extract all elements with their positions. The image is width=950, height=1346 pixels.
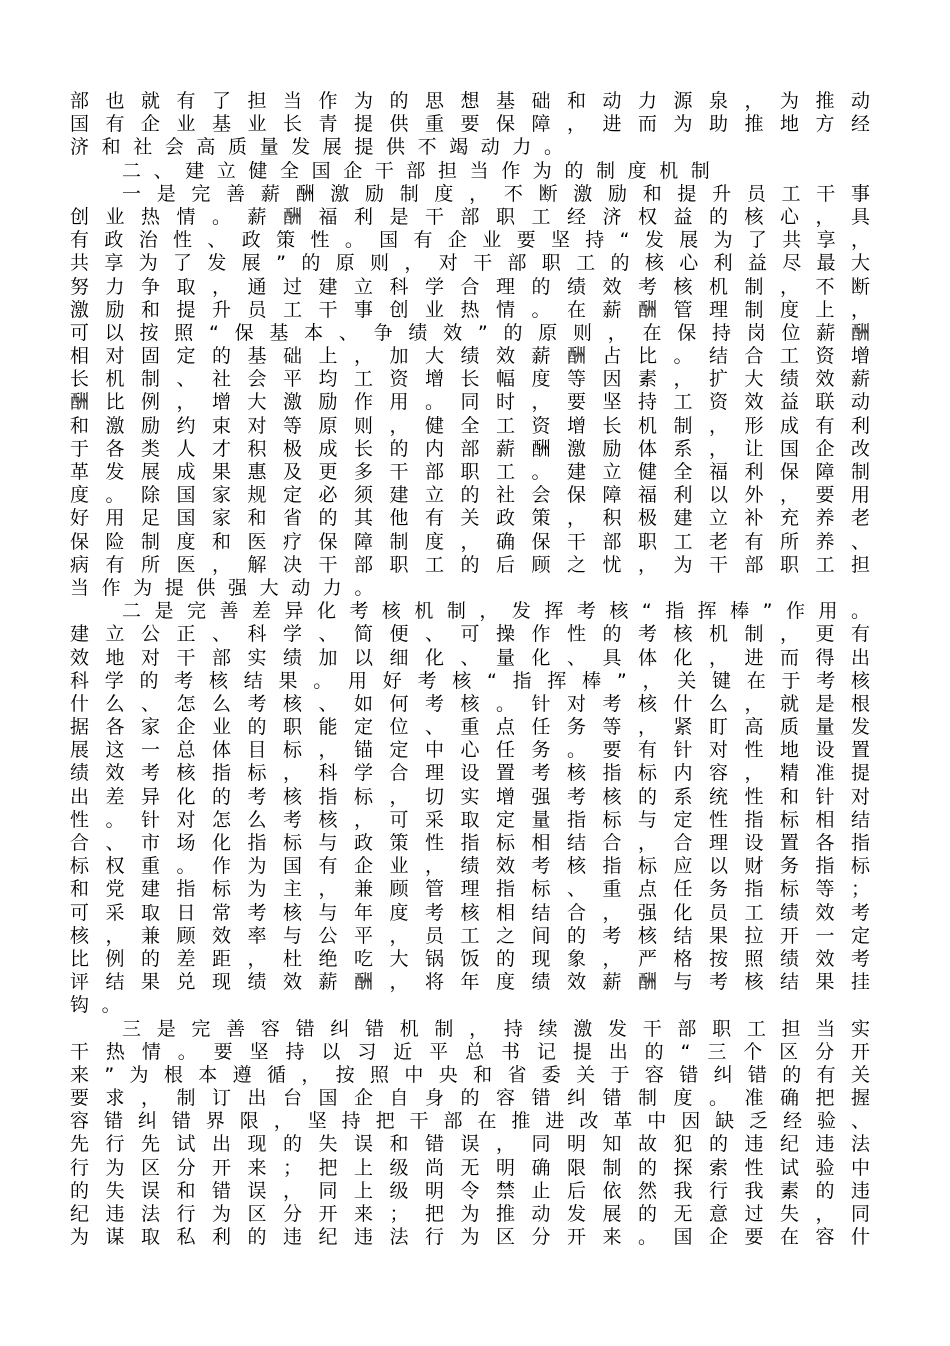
text-line: 可以按照“保基本、争绩效”的原则，在保持岗位薪酬 bbox=[70, 321, 870, 344]
text-line: 创业热情。薪酬福利是干部职工经济权益的核心，具 bbox=[70, 205, 870, 228]
text-line: 好用足国家和省的其他有关政策，积极建立补充养老 bbox=[70, 507, 870, 530]
text-line: 为谋取私利的违纪违法行为区分开来。国企要在容什 bbox=[70, 1226, 870, 1249]
paragraph-start-line: 二、建立健全国企干部担当作为的制度机制 bbox=[122, 159, 723, 182]
text-line: 先行先试出现的失误和错误，同明知故犯的违纪违法 bbox=[70, 1133, 870, 1156]
text-line: 展这一总体目标，锚定中心任务。要有针对性地设置 bbox=[70, 739, 870, 762]
text-line: 和党建指标为主，兼顾管理指标、重点任务指标等； bbox=[70, 878, 870, 901]
text-line: 效地对干部实绩加以细化、量化、具体化，进而得出 bbox=[70, 646, 870, 669]
text-line: 出差异化的考核指标，切实增强考核的系统性和针对 bbox=[70, 785, 870, 808]
text-line: 标权重。作为国有企业，绩效考核指标应以财务指标 bbox=[70, 855, 870, 878]
text-line: 核，兼顾效率与公平，员工之间的考核结果拉开一定 bbox=[70, 924, 870, 947]
text-line: 努力争取，通过建立科学合理的绩效考核机制，不断 bbox=[70, 275, 870, 298]
text-line: 合、市场化指标与政策性指标相结合，合理设置各指 bbox=[70, 832, 870, 854]
text-line: 保险制度和医疗保障制度，确保干部职工老有所养、 bbox=[70, 530, 870, 553]
text-line: 共享为了发展”的原则，对干部职工的核心利益尽最大 bbox=[70, 252, 870, 275]
text-line: 国有企业基业长青提供重要保障，进而为助推地方经 bbox=[70, 113, 870, 136]
text-line: 绩效考核指标，科学合理设置考核指标内容，精准提 bbox=[70, 762, 870, 785]
text-line: 性。针对怎么考核，可采取定量指标与定性指标相结 bbox=[70, 808, 870, 831]
text-line: 部也就有了担当作为的思想基础和动力源泉，为推动 bbox=[70, 90, 870, 112]
text-line: 度。除国家规定必须建立的社会保障福利以外，要用 bbox=[70, 484, 870, 507]
text-line: 的失误和错误，同上级明令禁止后依然我行我素的违 bbox=[70, 1179, 870, 1202]
text-line: 建立公正、科学、简便、可操作性的考核机制，更有 bbox=[70, 623, 870, 646]
text-line: 什么、怎么考核、如何考核。针对考核什么，就是根 bbox=[70, 692, 870, 715]
text-line: 激励和提升员工干事创业热情。在薪酬管理制度上， bbox=[70, 298, 870, 321]
text-line: 科学的考核结果。用好考核“指挥棒”，关键在于考核 bbox=[70, 669, 870, 692]
text-line: 比例的差距，杜绝吃大锅饭的现象，严格按照绩效考 bbox=[70, 947, 870, 970]
text-line: 纪违法行为区分开来；把为推动发展的无意过失，同 bbox=[70, 1203, 870, 1225]
text-line: 病有所医，解决干部职工的后顾之忧，为干部职工担 bbox=[70, 553, 870, 576]
text-line: 当作为提供强大动力。 bbox=[70, 576, 387, 599]
paragraph-start-line: 二是完善差异化考核机制，发挥考核“指挥棒”作用。 bbox=[122, 600, 870, 623]
text-line: 要求，制订出台国企自身的容错纠错制度。准确把握 bbox=[70, 1087, 870, 1110]
body-text bbox=[70, 90, 870, 1249]
paragraph-start-line: 三是完善容错纠错机制，持续激发干部职工担当实 bbox=[122, 1017, 870, 1040]
text-line: 钩。 bbox=[70, 994, 134, 1017]
text-line: 济和社会高质量发展提供不竭动力。 bbox=[70, 136, 576, 159]
text-line: 革发展成果惠及更多干部职工。建立健全福利保障制 bbox=[70, 461, 870, 483]
text-line: 相对固定的基础上，加大绩效薪酬占比。结合工资增 bbox=[70, 345, 870, 368]
paragraph-start-line: 一是完善薪酬激励制度，不断激励和提升员工干事 bbox=[122, 182, 870, 205]
text-line: 和激励约束对等原则，健全工资增长机制，形成有利 bbox=[70, 414, 870, 437]
text-line: 有政治性、政策性。国有企业要坚持“发展为了共享， bbox=[70, 229, 870, 252]
text-line: 可采取日常考核与年度考核相结合，强化员工绩效考 bbox=[70, 901, 870, 924]
text-line: 长机制、社会平均工资增长幅度等因素，扩大绩效薪 bbox=[70, 368, 870, 391]
text-line: 干热情。要坚持以习近平总书记提出的“三个区分开 bbox=[70, 1040, 870, 1063]
text-line: 据各家企业的职能定位、重点任务等，紧盯高质量发 bbox=[70, 716, 870, 739]
text-line: 来”为根本遵循，按照中央和省委关于容错纠错的有关 bbox=[70, 1063, 870, 1086]
text-line: 于各类人才积极成长的内部薪酬激励体系，让国企改 bbox=[70, 437, 870, 460]
text-line: 行为区分开来；把上级尚无明确限制的探索性试验中 bbox=[70, 1156, 870, 1179]
text-line: 评结果兑现绩效薪酬，将年度绩效薪酬与考核结果挂 bbox=[70, 971, 870, 994]
text-line: 酬比例，增大激励作用。同时，要坚持工资效益联动 bbox=[70, 391, 870, 414]
text-line: 容错纠错界限，坚持把干部在推进改革中因缺乏经验、 bbox=[70, 1110, 870, 1133]
